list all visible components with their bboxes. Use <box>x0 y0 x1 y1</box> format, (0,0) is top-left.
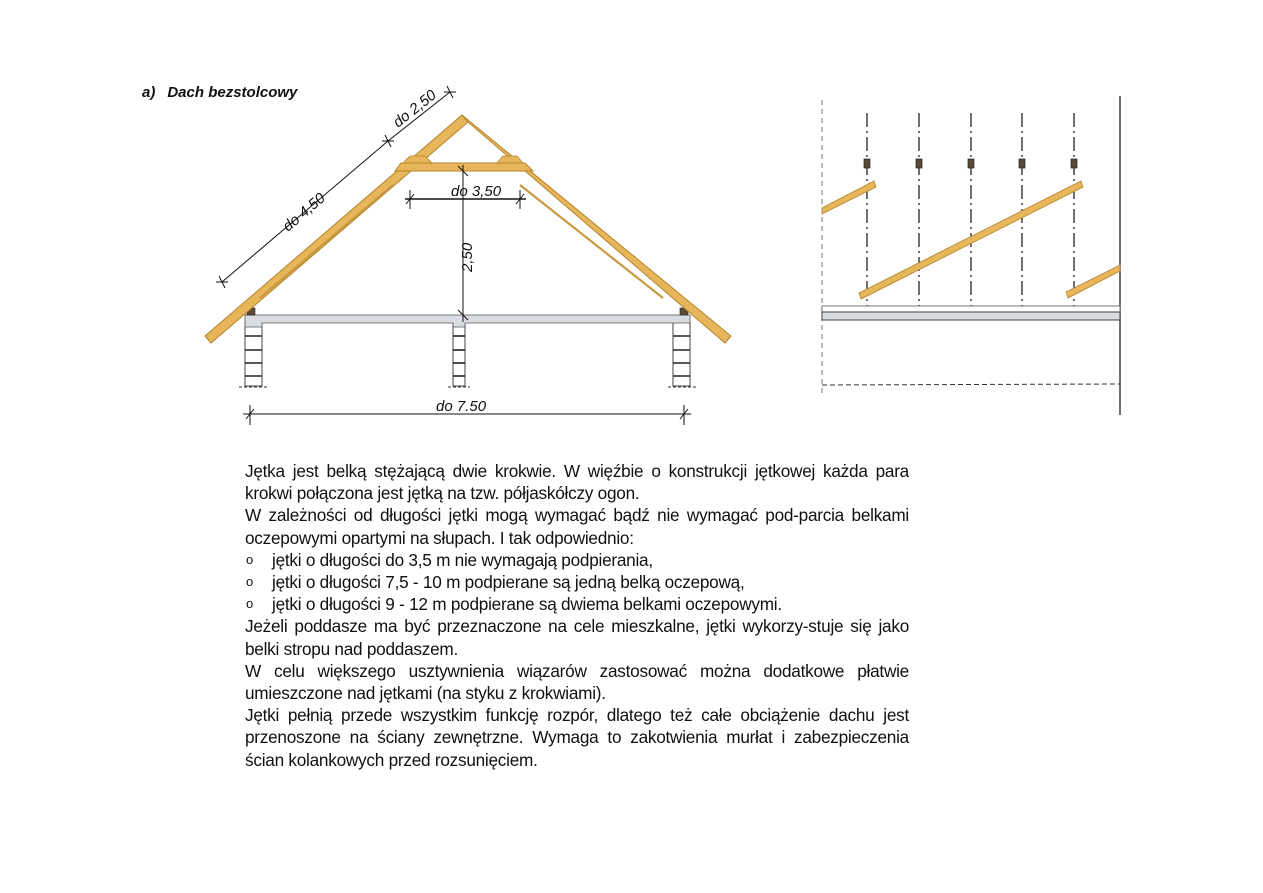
bullet-icon: o <box>246 596 253 612</box>
dim-label-total-span: do 7.50 <box>436 398 487 415</box>
purlin-marker <box>1019 159 1025 168</box>
dim-tick-span-right <box>680 405 688 425</box>
body-text <box>245 460 909 771</box>
truss-longitudinal-view <box>822 96 1120 415</box>
collar-tie <box>395 163 533 171</box>
purlin-marker <box>1071 159 1077 168</box>
purlin-marker <box>968 159 974 168</box>
list-item-text: jętki o długości 7,5 - 10 m podpierane są jedną belką oczepową, <box>272 572 745 593</box>
list-item <box>245 571 909 593</box>
floor-slab <box>822 312 1120 320</box>
dim-tick-span-left <box>246 405 254 425</box>
paragraph: Jętka jest belką stężającą dwie krokwie. W więźbie o konstrukcji jętkowej każda para krokwi połączona jest jętką na tzw. półjaskółczy ogon. <box>245 461 909 504</box>
paragraph: W celu większego usztywnienia wiązarów zastosować można dodatkowe płatwie umieszczone nad jętkami (na styku z krokwiami). <box>245 660 909 704</box>
purlin-markers <box>864 159 1077 168</box>
paragraph: Jętki pełnią przede wszystkim funkcję rozpór, dlatego też całe obciążenie dachu jest przenoszone na ściany zewnętrzne. Wymaga to zakotwienia murłat i zabezpieczenia ścian kolankowych przed rozsunięciem. <box>245 705 909 770</box>
left-rafter <box>205 115 468 343</box>
bullet-icon: o <box>246 551 253 567</box>
bullet-icon: o <box>246 574 253 590</box>
dim-label-height: 2,50 <box>459 242 476 272</box>
truss-cross-section <box>205 86 731 425</box>
rafter-slanted <box>822 181 876 214</box>
list-item-text: jętki o długości do 3,5 m nie wymagają podpierania, <box>272 549 653 570</box>
figure-title: Dach bezstolcowy <box>167 84 298 101</box>
list-item <box>245 549 909 571</box>
right-wall <box>668 322 696 387</box>
dim-label-rafter-upper: do 2,50 <box>389 86 440 132</box>
list-item-text: jętki o długości 9 - 12 m podpierane są dwiema belkami oczepowymi. <box>272 594 782 615</box>
ceiling-slab <box>245 315 690 327</box>
dim-label-rafter-lower: do 4,50 <box>279 189 329 236</box>
middle-post <box>448 322 470 387</box>
dim-tick-rafter-end <box>444 86 456 98</box>
left-wall <box>239 322 267 387</box>
purlin-marker <box>864 159 870 168</box>
right-rafter-strip <box>520 185 663 298</box>
figure-label: a) <box>142 84 156 101</box>
purlin-marker <box>916 159 922 168</box>
list-item <box>245 593 909 615</box>
length-list <box>245 549 909 616</box>
dim-label-collar: do 3,50 <box>451 183 502 200</box>
floor-dashed-line <box>822 384 1120 385</box>
floor-top-line <box>822 306 1120 312</box>
paragraph: Jeżeli poddasze ma być przeznaczone na cele mieszkalne, jętki wykorzy-stuje się jako belki stropu nad poddaszem. <box>245 616 909 659</box>
collar-brace-right <box>497 156 523 163</box>
paragraph: W zależności od długości jętki mogą wymagać bądź nie wymagać pod-parcia belkami oczepowymi opartymi na słupach. I tak odpowiednio: <box>245 505 909 548</box>
right-rafter <box>462 115 731 343</box>
